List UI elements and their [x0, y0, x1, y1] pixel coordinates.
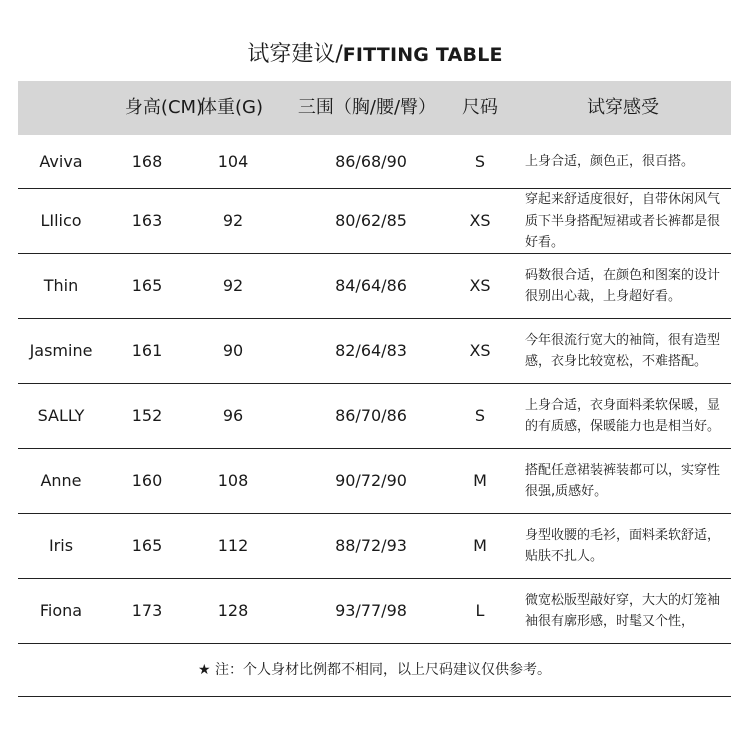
footnote: ★ 注：个人身材比例都不相同，以上尺码建议仅供参考。 — [18, 644, 731, 697]
header-feel: 试穿感受 — [587, 97, 659, 118]
table-row — [18, 514, 731, 579]
row-name: Anne — [40, 471, 82, 490]
row-height: 168 — [131, 152, 163, 171]
header-height: 身高(CM) — [124, 97, 204, 118]
row-name: Jasmine — [29, 341, 93, 360]
row-measure: 84/64/86 — [335, 276, 407, 295]
row-feel: 今年很流行宽大的袖筒，很有造型感，衣身比较宽松，不难搭配。 — [525, 332, 721, 369]
row-weight: 96 — [222, 406, 244, 425]
table-row — [18, 319, 731, 384]
row-weight: 108 — [217, 471, 249, 490]
row-size: M — [473, 471, 487, 490]
row-feel: 身型收腰的毛衫，面料柔软舒适，贴肤不扎人。 — [525, 527, 721, 564]
row-measure: 88/72/93 — [335, 536, 407, 555]
row-measure: 86/70/86 — [335, 406, 407, 425]
row-height: 152 — [131, 406, 163, 425]
table-header — [18, 81, 731, 135]
row-size: XS — [469, 276, 491, 295]
row-weight: 92 — [222, 211, 244, 230]
row-size: L — [475, 601, 485, 620]
row-size: XS — [469, 211, 491, 230]
row-size: S — [474, 152, 486, 171]
row-weight: 92 — [222, 276, 244, 295]
row-size: S — [474, 406, 486, 425]
title-cn: 试穿建议/ — [247, 42, 343, 67]
header-size: 尺码 — [462, 97, 498, 118]
row-name: Aviva — [39, 152, 83, 171]
row-feel: 微宽松版型敲好穿，大大的灯笼袖袖很有廓形感，时髦又个性， — [525, 592, 721, 629]
row-weight: 90 — [222, 341, 244, 360]
row-feel: 上身合适，颜色正，很百搭。 — [525, 154, 695, 169]
row-feel: 上身合适，衣身面料柔软保暖，显的有质感，保暖能力也是相当好。 — [525, 397, 721, 434]
row-measure: 93/77/98 — [335, 601, 407, 620]
row-height: 160 — [131, 471, 163, 490]
table-row — [18, 579, 731, 644]
row-height: 173 — [131, 601, 163, 620]
row-measure: 90/72/90 — [335, 471, 407, 490]
row-weight: 112 — [217, 536, 249, 555]
table-row — [18, 135, 731, 189]
row-height: 165 — [131, 276, 163, 295]
row-name: Iris — [48, 536, 74, 555]
header-weight: 体重(G) — [199, 97, 263, 118]
row-measure: 80/62/85 — [335, 211, 407, 230]
row-size: XS — [469, 341, 491, 360]
row-height: 163 — [131, 211, 163, 230]
fitting-table — [18, 81, 731, 697]
row-name: Thin — [43, 276, 79, 295]
table-row — [18, 384, 731, 449]
row-weight: 104 — [217, 152, 249, 171]
row-feel: 搭配任意裙装裤装都可以，实穿性很强,质感好。 — [525, 462, 721, 499]
page-title — [0, 40, 750, 70]
table-row — [18, 449, 731, 514]
row-name: SALLY — [37, 406, 85, 425]
row-size: M — [473, 536, 487, 555]
row-feel: 穿起来舒适度很好，自带休闲风气质下半身搭配短裙或者长裤都是很好看。 — [525, 192, 721, 250]
table-row — [18, 189, 731, 254]
table-body — [18, 135, 731, 644]
row-measure: 82/64/83 — [335, 341, 407, 360]
row-name: Fiona — [39, 601, 83, 620]
table-row — [18, 254, 731, 319]
row-name: LIlico — [40, 211, 82, 230]
row-height: 165 — [131, 536, 163, 555]
row-weight: 128 — [217, 601, 249, 620]
header-measure: 三围（胸/腰/臀） — [297, 97, 437, 118]
row-height: 161 — [131, 341, 163, 360]
row-feel: 码数很合适，在颜色和图案的设计很别出心裁，上身超好看。 — [525, 267, 721, 304]
row-measure: 86/68/90 — [335, 152, 407, 171]
title-en: FITTING TABLE — [342, 44, 503, 66]
